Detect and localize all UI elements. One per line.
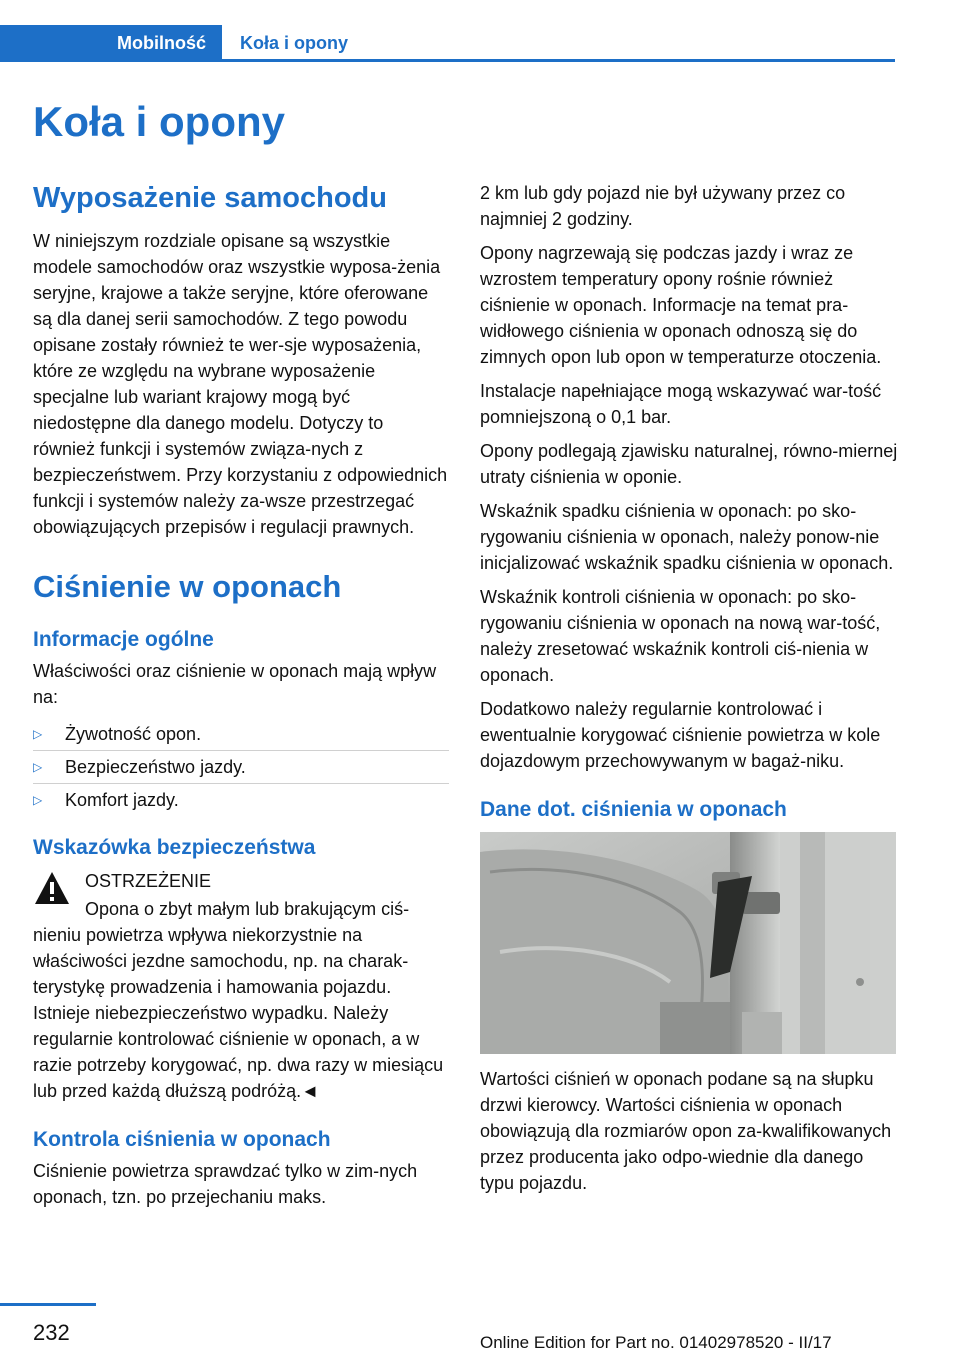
list-item-text: Żywotność opon. [65, 724, 202, 744]
paragraph-flat-tire-monitor: Wskaźnik spadku ciśnienia w oponach: po sko-rygowaniu ciśnienia w oponach, należy ponow-nie inicjalizować wskaźnik spadku ciśnienia w oponach. [480, 501, 894, 573]
list-item [33, 718, 449, 751]
paragraph-natural-loss: Opony podlegają zjawisku naturalnej, równo-miernej utraty ciśnienia w oponie. [480, 441, 898, 487]
door-pillar-illustration [480, 832, 896, 1054]
warning-triangle-icon [33, 870, 71, 906]
warning-block [33, 866, 449, 1104]
section-heading-equipment: Wyposażenie samochodu [33, 182, 387, 214]
warning-text: Opona o zbyt małym lub brakującym ciś-nieniu powietrza wpływa niekorzystnie na właściwości jezdne samochodu, np. na charak-terystykę prowadzenia i hamowania pojazdu. Istnieje niebezpieczeństwo wypadku. Należy regularnie kontrolować ciśnienie w oponach, a w razie potrzeby korygować, np. dwa razy w miesiącu lub przed każdą dłuższą podróżą.◄ [33, 899, 444, 1101]
list-item [33, 751, 449, 784]
page-title: Koła i opony [33, 98, 285, 145]
triangle-bullet-icon: ▷ [33, 760, 43, 774]
equipment-paragraph: W niniejszym rozdziale opisane są wszystkie modele samochodów oraz wszystkie wyposa-żenia seryjne, krajowe a także seryjne, które oferowane są dla danej serii samochodów. Z tego powodu opisane zostały również te wer-sje wyposażenia, które ze względu na wybrane wyposażenie specjalne lub wariant krajowy mogą być niedostępne dla danego modelu. Dotyczy to również funkcji i systemów związa-nych z bezpieczeństwem. Przy korzystaniu z odpowiednich funkcji i systemów należy za-wsze przestrzegać obowiązujących przepisów i regulacji prawnych. [33, 231, 448, 537]
footer-rule [0, 1303, 96, 1306]
triangle-bullet-icon: ▷ [33, 727, 43, 741]
triangle-bullet-icon: ▷ [33, 793, 43, 807]
left-column [33, 180, 449, 1218]
pressure-check-paragraph: Ciśnienie powietrza sprawdzać tylko w zim-nych oponach, tzn. po przejechaniu maks. [33, 1161, 418, 1207]
tab-mobility[interactable] [0, 25, 222, 62]
tab-mobility-label: Mobilność [117, 33, 206, 53]
pressure-data-heading: Dane dot. ciśnienia w oponach [480, 798, 787, 821]
door-pillar-photo [480, 832, 896, 1054]
safety-note-heading: Wskazówka bezpieczeństwa [33, 836, 316, 859]
warning-label: OSTRZEŻENIE [85, 871, 212, 891]
paragraph-heating: Opony nagrzewają się podczas jazdy i wraz ze wzrostem temperatury opony rośnie również ciśnienie w oponach. Informacje na temat pra-widłowego ciśnienia w oponach odnoszą się do zimnych opon lub opon w temperaturze otoczenia. [480, 243, 882, 367]
paragraph-inflation-devices: Instalacje napełniające mogą wskazywać war-tość pomniejszoną o 0,1 bar. [480, 381, 882, 427]
edition-note: Online Edition for Part no. 01402978520 - II/17 [480, 1333, 832, 1352]
section-heading-tire-pressure: Ciśnienie w oponach [33, 569, 342, 604]
list-item [33, 784, 449, 816]
right-column [480, 180, 900, 1204]
header-rule [222, 59, 895, 62]
paragraph-cold-tires: 2 km lub gdy pojazd nie był używany przez co najmniej 2 godziny. [480, 183, 846, 229]
pressure-check-heading: Kontrola ciśnienia w oponach [33, 1128, 331, 1151]
general-info-heading: Informacje ogólne [33, 628, 214, 651]
influence-list [33, 718, 449, 816]
header-tabbar [0, 25, 895, 62]
paragraph-spare-wheel: Dodatkowo należy regularnie kontrolować i ewentualnie korygować ciśnienie powietrza w kole dojazdowym przechowywanym w bagaż-niku. [480, 699, 881, 771]
list-item-text: Bezpieczeństwo jazdy. [65, 757, 246, 777]
photo-caption: Wartości ciśnień w oponach podane są na słupku drzwi kierowcy. Wartości ciśnienia w oponach obowiązują dla rozmiarów opon za-kwalifikowanych przez producenta jako odpo-wiednie dla danego typu pojazdu. [480, 1069, 892, 1193]
paragraph-tpms: Wskaźnik kontroli ciśnienia w oponach: po sko-rygowaniu ciśnienia w oponach na nową war-tość, należy zresetować wskaźnik kontroli ciś-nienia w oponach. [480, 587, 881, 685]
tab-wheels-tires-label: Koła i opony [240, 33, 348, 53]
tab-wheels-tires[interactable] [222, 25, 348, 62]
general-info-paragraph: Właściwości oraz ciśnienie w oponach mają wpływ na: [33, 661, 437, 707]
list-item-text: Komfort jazdy. [65, 790, 179, 810]
page-number: 232 [33, 1320, 70, 1345]
